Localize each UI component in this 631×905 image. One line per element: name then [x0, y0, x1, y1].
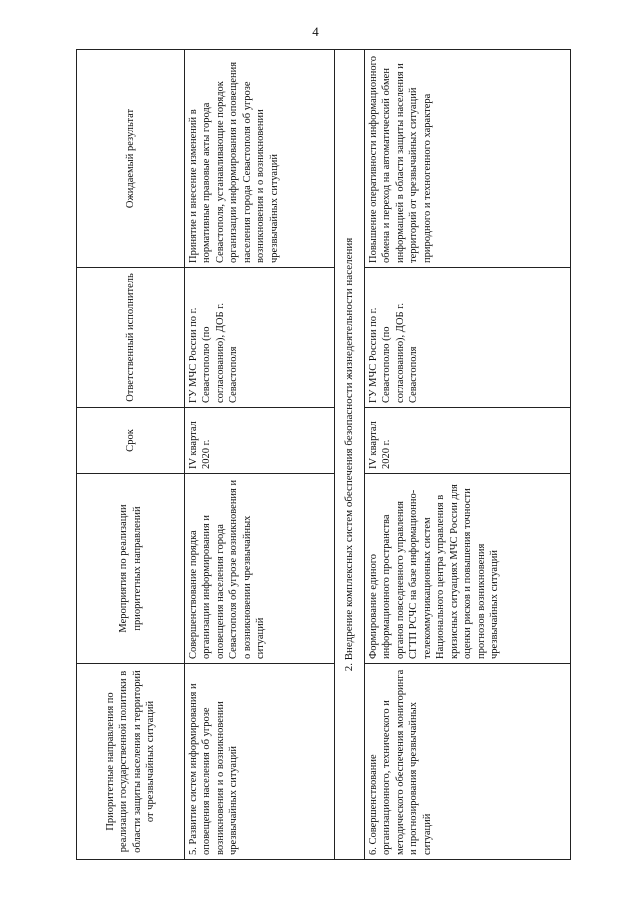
cell-result: Принятие и внесение изменений в нормативные правовые акты города Севастополя, устанавливающие порядок организации информирования и оповещения населения города Севастополя об угрозе возникновения и о возникновении чрезвычайных ситуаций — [185, 50, 335, 268]
cell-direction: 6. Совершенствование организационного, технического и методического обеспечения мониторинга и прогнозирования чрезвычайных ситуаций — [365, 664, 571, 860]
table-row — [185, 50, 335, 860]
cell-term: IV квартал 2020 г. — [185, 408, 335, 474]
cell-executor: ГУ МЧС России по г. Севастополю (по согласованию), ДОБ г. Севастополя — [365, 268, 571, 408]
table-header-row — [77, 50, 185, 860]
section-title: 2. Внедрение комплексных систем обеспечения безопасности жизнедеятельности населения — [335, 50, 365, 860]
table-row — [365, 50, 571, 860]
cell-measure: Формирование единого информационного пространства органов повседневного управления СГТП РСЧС на базе информационно-телекоммуникационных систем Национального центра управления в кризисных ситуациях МЧС России для оценки рисков и повышения точности прогнозов возникновения чрезвычайных ситуаций — [365, 474, 571, 664]
header-term: Срок — [77, 408, 185, 474]
header-measures: Мероприятия по реализации приоритетных направлений — [77, 474, 185, 664]
header-executor: Ответственный исполнитель — [77, 268, 185, 408]
rotated-table-container — [76, 50, 571, 860]
cell-measure: Совершенствование порядка организации информирования и оповещения населения города Севастополя об угрозе возникновения и о возникновении чрезвычайных ситуаций — [185, 474, 335, 664]
header-result: Ожидаемый результат — [77, 50, 185, 268]
cell-direction: 5. Развитие систем информирования и оповещения населения об угрозе возникновения и о возникновении чрезвычайных ситуаций — [185, 664, 335, 860]
header-directions: Приоритетные направления по реализации государственной политики в области защиты населения и территорий от чрезвычайных ситуаций — [77, 664, 185, 860]
measures-table — [76, 49, 571, 860]
section-row — [335, 50, 365, 860]
page-number: 4 — [312, 24, 319, 39]
cell-result: Повышение оперативности информационного обмена и переход на автоматический обмен информацией в области защиты населения и территорий от чрезвычайных ситуаций природного и техногенного характера — [365, 50, 571, 268]
cell-term: IV квартал 2020 г. — [365, 408, 571, 474]
cell-executor: ГУ МЧС России по г. Севастополю (по согласованию), ДОБ г. Севастополя — [185, 268, 335, 408]
